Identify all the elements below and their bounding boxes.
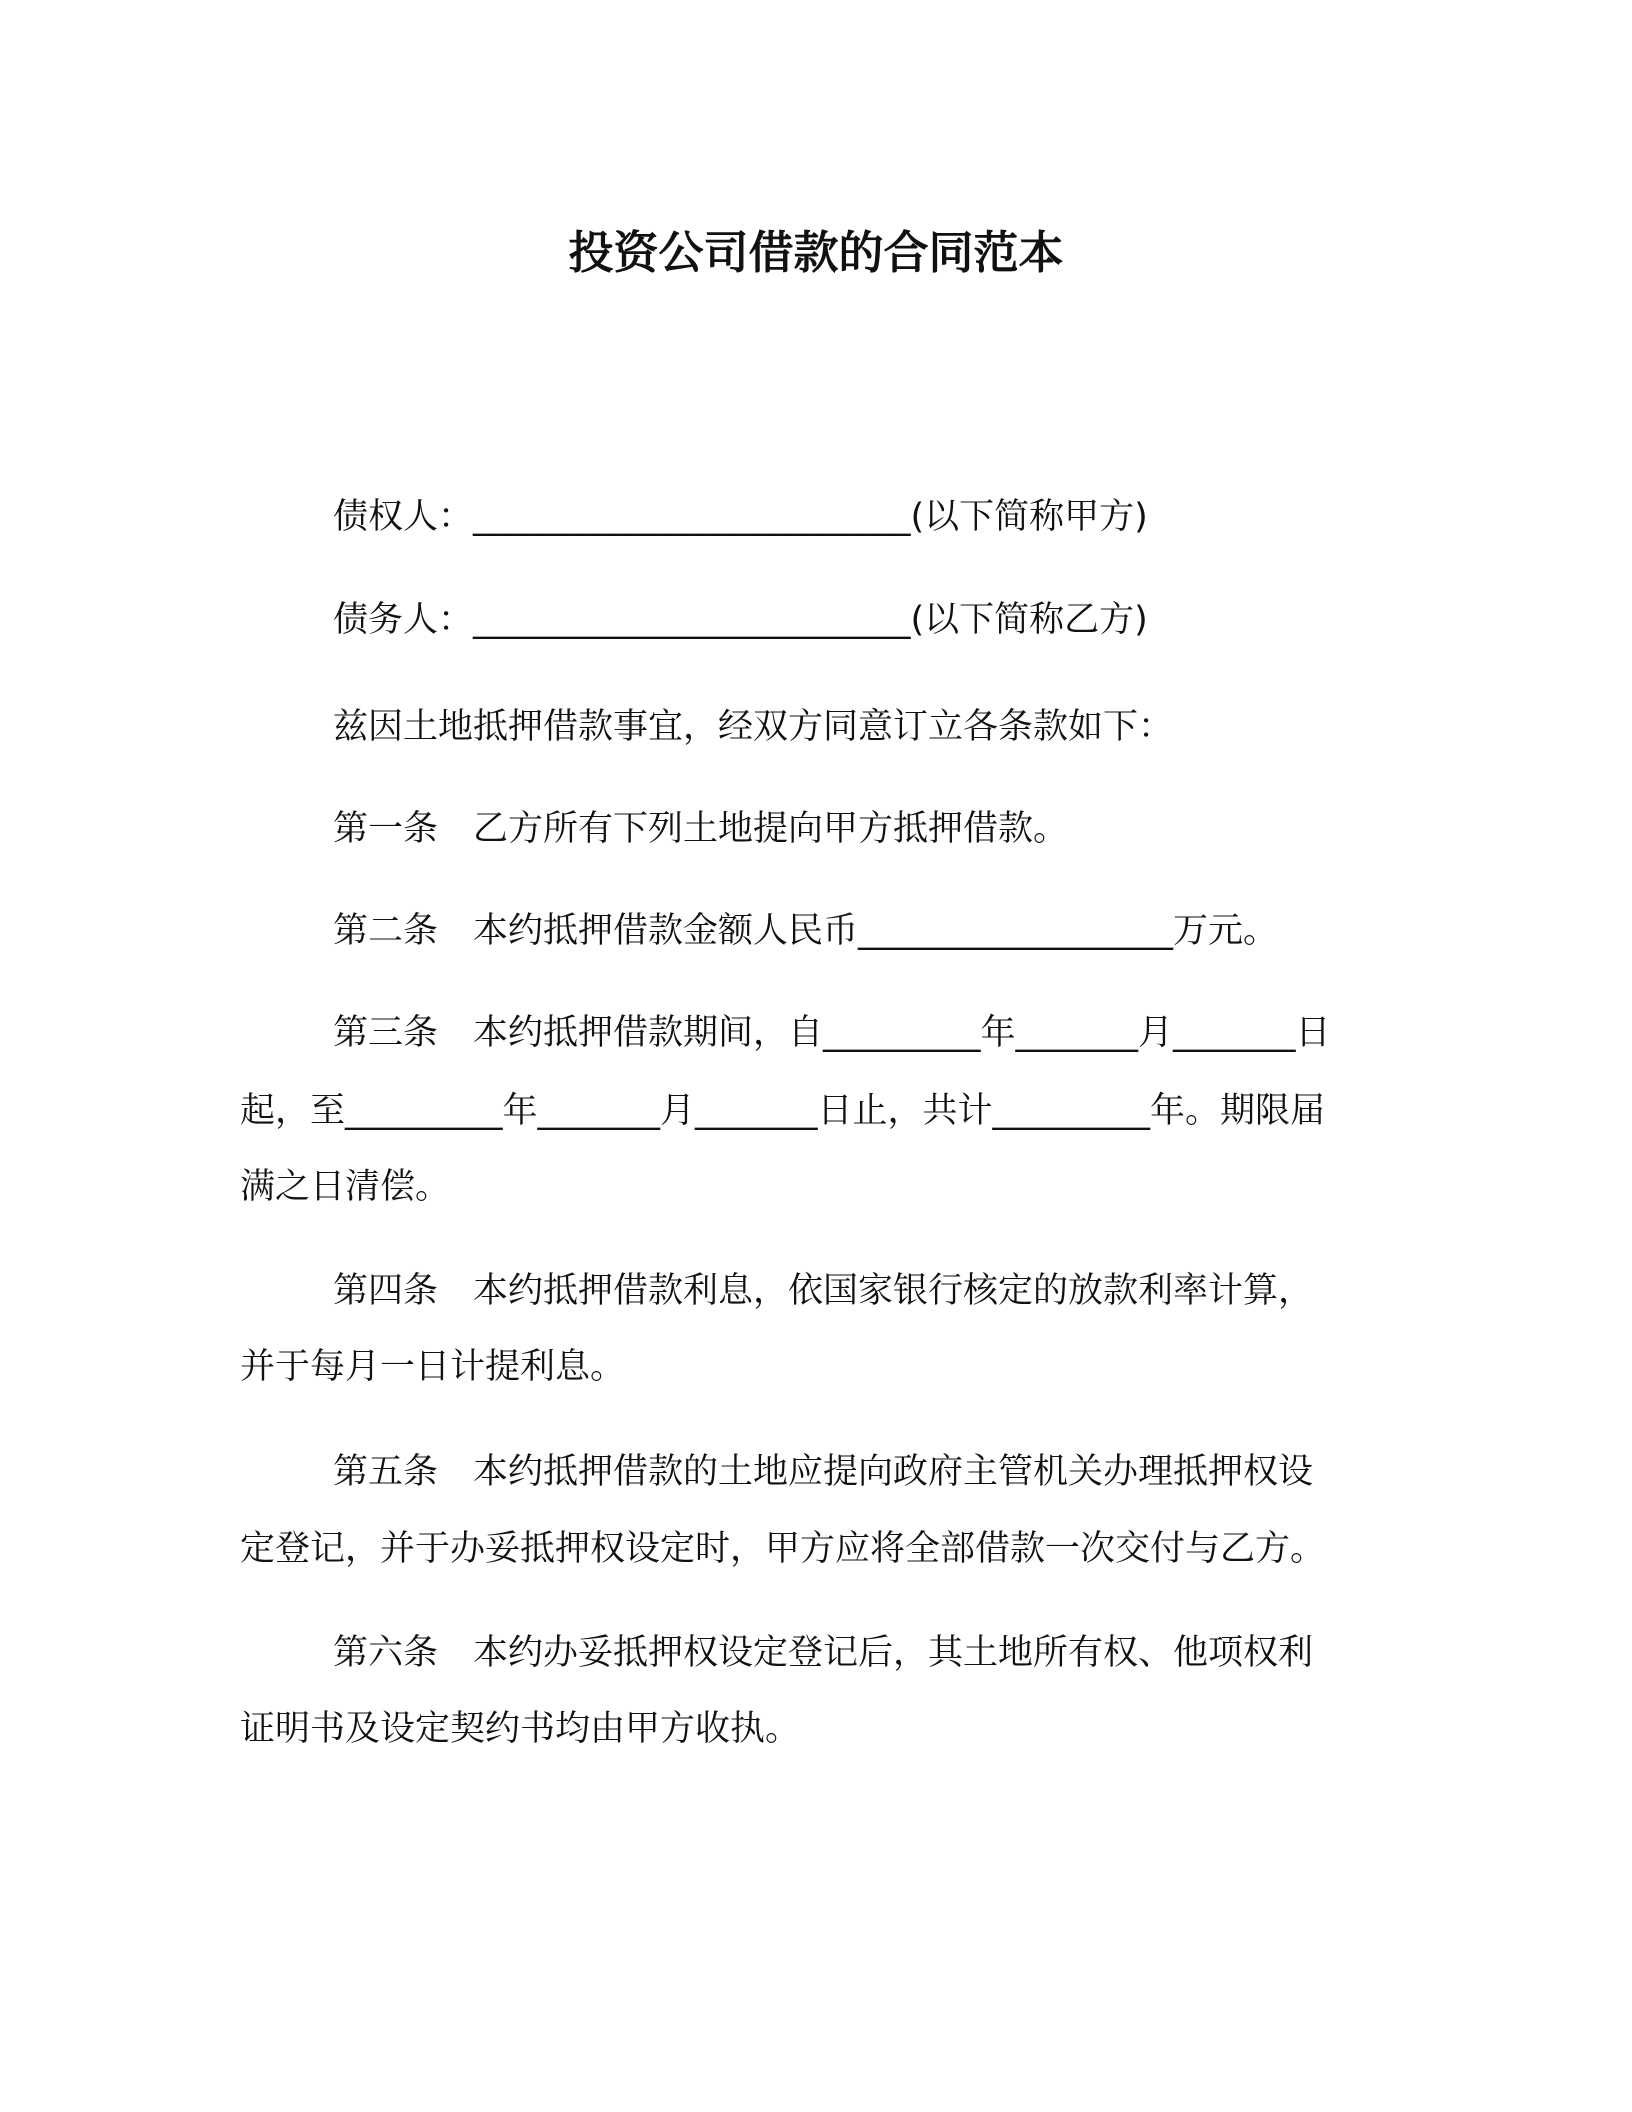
article-4-line-2: 并于每月一日计提利息。	[240, 1347, 626, 1387]
article-6-line-2: 证明书及设定契约书均由甲方收执。	[240, 1709, 801, 1749]
article-3-line-1: 第三条 本约抵押借款期间，自_________年_______月_______日	[333, 1013, 1331, 1053]
article-5-line-2: 定登记，并于办妥抵押权设定时，甲方应将全部借款一次交付与乙方。	[240, 1529, 1326, 1569]
article-4-line-1: 第四条 本约抵押借款利息，依国家银行核定的放款利率计算，	[333, 1271, 1314, 1311]
document-title: 投资公司借款的合同范本	[568, 226, 1064, 279]
article-3-line-3: 满之日清偿。	[240, 1167, 451, 1207]
preamble: 兹因土地抵押借款事宜，经双方同意订立各条款如下：	[333, 707, 1174, 747]
creditor-line: 债权人：_________________________(以下简称甲方)	[333, 497, 1148, 537]
article-6-line-1: 第六条 本约办妥抵押权设定登记后，其土地所有权、他项权利	[333, 1633, 1314, 1673]
article-2: 第二条 本约抵押借款金额人民币__________________万元。	[333, 911, 1279, 951]
debtor-line: 债务人：_________________________(以下简称乙方)	[333, 600, 1148, 640]
article-5-line-1: 第五条 本约抵押借款的土地应提向政府主管机关办理抵押权设	[333, 1452, 1314, 1492]
article-3-line-2: 起，至_________年_______月_______日止，共计_________年。期限届	[240, 1091, 1326, 1131]
article-1: 第一条 乙方所有下列土地提向甲方抵押借款。	[333, 809, 1069, 849]
